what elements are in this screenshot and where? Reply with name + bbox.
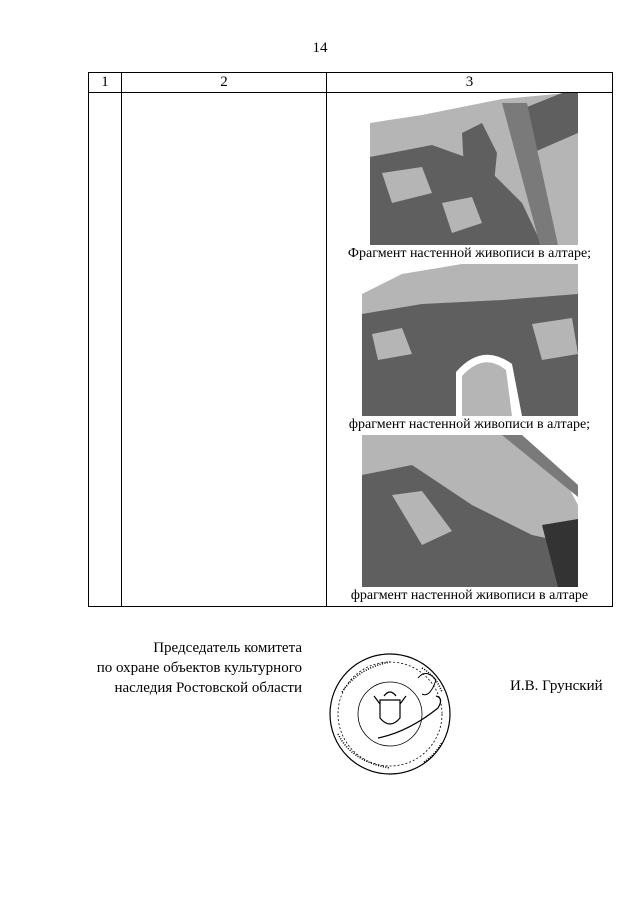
signer-position-line: по охране объектов культурного [96, 660, 302, 676]
photo-caption-2: фрагмент настенной живописи в алтаре; [348, 417, 591, 432]
wall-painting-photo-2 [362, 264, 578, 416]
official-seal-icon [318, 638, 468, 788]
signer-position-line: наследия Ростовской области [114, 680, 302, 696]
column-header-1: 1 [89, 73, 122, 93]
wall-painting-photo-1 [362, 93, 578, 245]
signer-position [42, 638, 302, 698]
document-table [88, 72, 613, 607]
table-header-row [89, 73, 613, 93]
signer-name: И.В. Грунский [510, 678, 603, 694]
table-cell-2 [122, 93, 327, 607]
photo-block-2 [327, 264, 612, 435]
photo-caption-1: Фрагмент настенной живописи в алтаре; [347, 246, 592, 261]
column-header-3: 3 [327, 73, 613, 93]
photo-block-3 [327, 435, 612, 606]
wall-painting-photo-3 [362, 435, 578, 587]
signature-block [0, 638, 640, 788]
table-cell-3 [327, 93, 613, 607]
column-header-2: 2 [122, 73, 327, 93]
photo-caption-3: фрагмент настенной живописи в алтаре [350, 588, 589, 603]
page-number: 14 [312, 40, 328, 56]
signer-position-line: Председатель комитета [153, 640, 302, 656]
table-row [89, 93, 613, 607]
table-cell-1 [89, 93, 122, 607]
photo-block-1 [327, 93, 612, 264]
